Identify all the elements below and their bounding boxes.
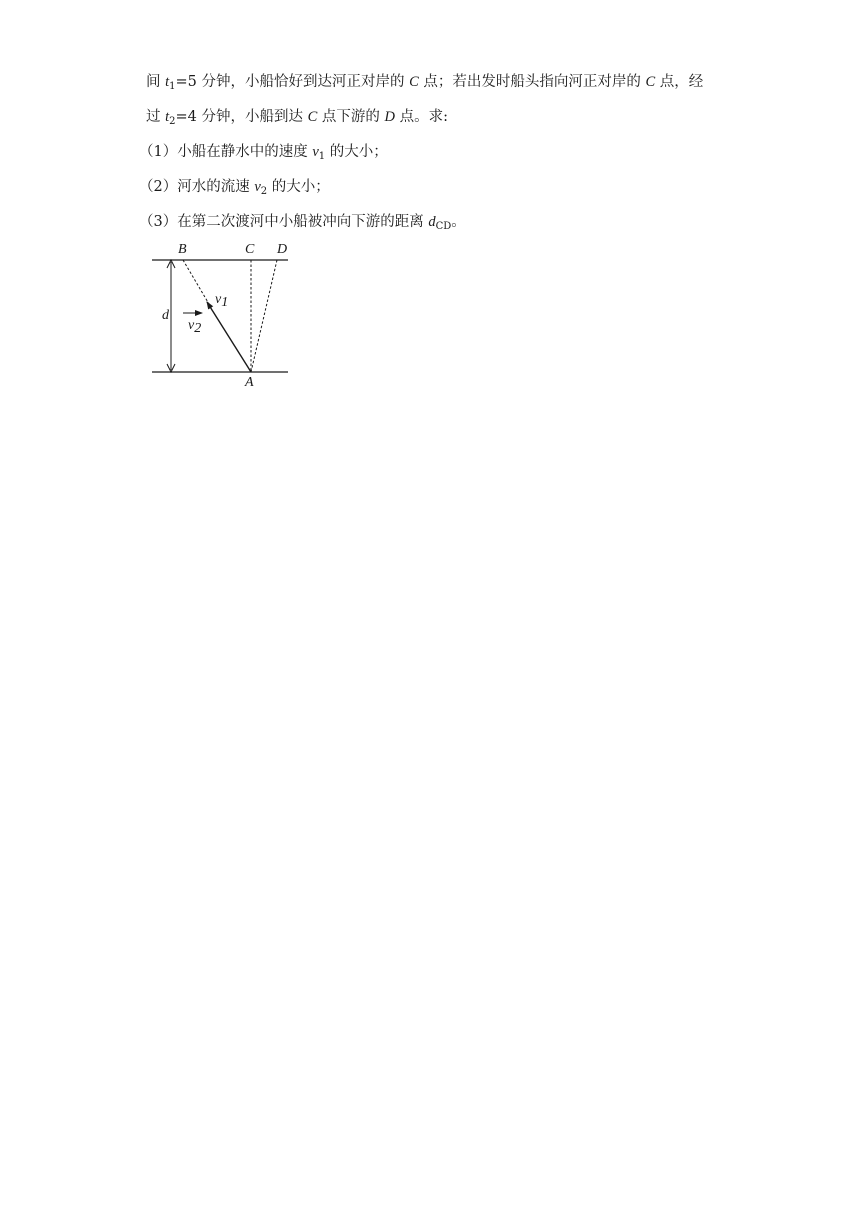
- var-c: C: [645, 74, 656, 90]
- text-segment: =5 分钟，小船恰好到达河正对岸的: [175, 74, 410, 90]
- subscript: 2: [169, 116, 176, 127]
- var-c: C: [307, 109, 318, 125]
- label-v2: v2: [188, 318, 202, 336]
- problem-line-1: [146, 72, 703, 97]
- text-segment: 点；若出发时船头指向河正对岸的: [418, 74, 646, 90]
- question-3: [139, 212, 466, 237]
- dashed-line-ad: [251, 260, 277, 372]
- var-v: v: [254, 179, 261, 195]
- var-d: d: [428, 214, 436, 230]
- var-t: t: [165, 74, 170, 90]
- text-segment: 的大小；: [325, 144, 388, 160]
- text-segment: （1）小船在静水中的速度: [139, 144, 313, 160]
- text-segment: 的大小；: [267, 179, 330, 195]
- text-segment: 点。求:: [394, 109, 448, 125]
- text-segment: =4 分钟，小船到达: [175, 109, 308, 125]
- subscript: 1: [318, 151, 326, 162]
- question-2: [139, 177, 330, 202]
- subscript: 2: [260, 186, 268, 197]
- label-d: D: [277, 242, 288, 257]
- label-c: C: [245, 242, 255, 257]
- subscript: 1: [169, 81, 176, 92]
- text-segment: 间: [146, 74, 166, 90]
- text-segment: 。: [451, 214, 466, 230]
- label-a: A: [245, 375, 254, 390]
- text-segment: 过: [146, 109, 166, 125]
- river-crossing-diagram: [140, 236, 300, 396]
- var-t: t: [165, 109, 170, 125]
- label-b: B: [178, 242, 187, 257]
- label-width-d: d: [162, 308, 169, 323]
- var-c: C: [409, 74, 419, 90]
- dashed-line-b: [183, 260, 209, 304]
- var-v: v: [312, 144, 319, 160]
- question-1: [139, 142, 388, 167]
- problem-line-2: [146, 107, 448, 132]
- v1-arrow: [207, 302, 251, 372]
- var-d: D: [384, 109, 395, 125]
- subscript: CD: [435, 221, 452, 232]
- text-segment: 点下游的: [317, 109, 385, 125]
- text-segment: （2）河水的流速: [139, 179, 255, 195]
- label-v1: v1: [215, 292, 229, 310]
- text-segment: （3）在第二次渡河中小船被冲向下游的距离: [139, 214, 429, 230]
- text-segment: 点，经: [655, 74, 704, 90]
